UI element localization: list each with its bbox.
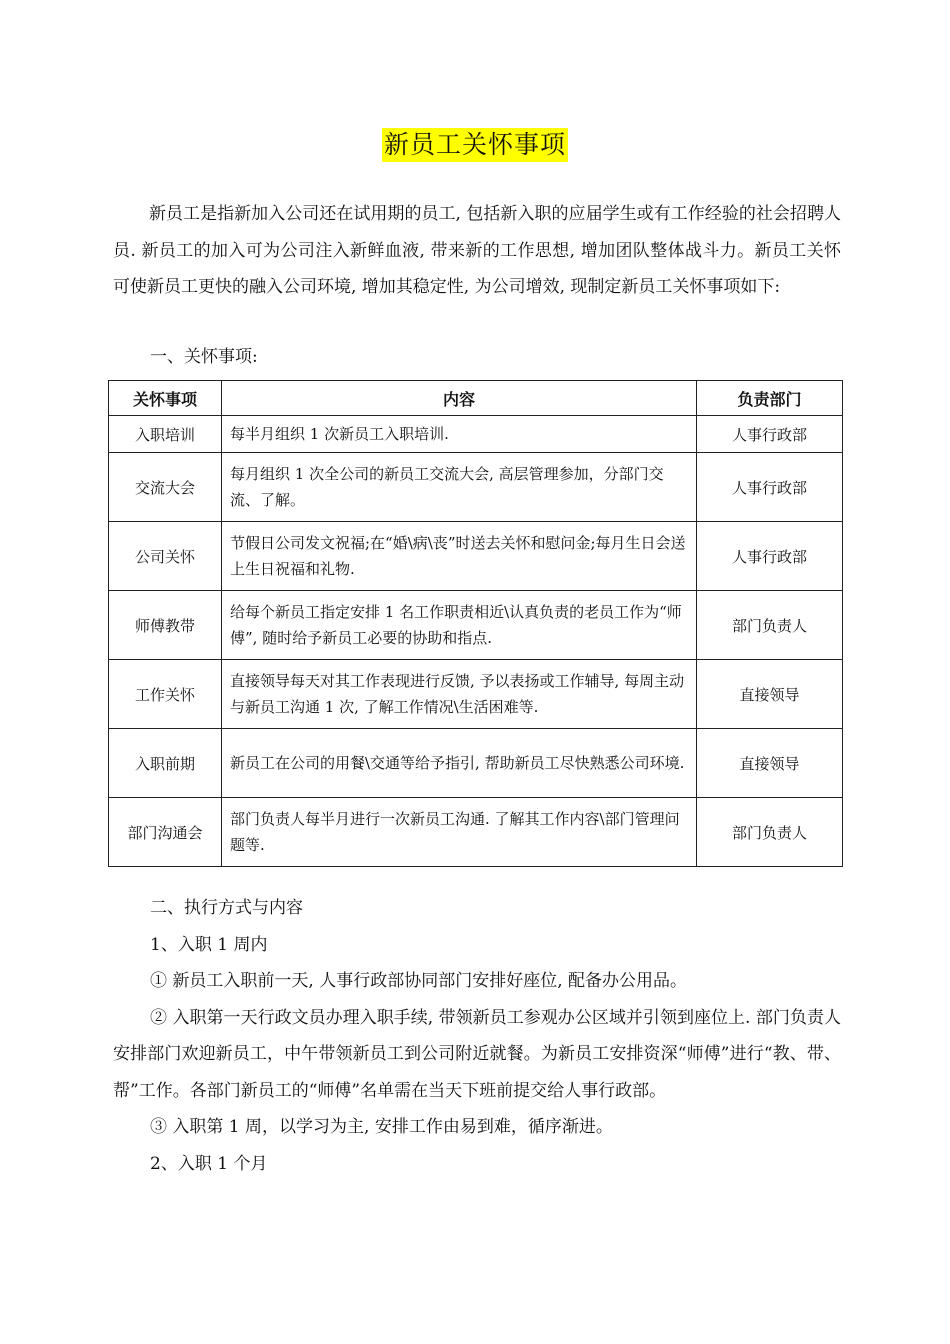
table-row: [109, 729, 843, 798]
title-container: [0, 128, 950, 162]
row-item: 入职培训: [109, 416, 222, 453]
row-dept: 部门负责人: [697, 591, 843, 660]
sub1-heading: 1、入职 1 周内: [150, 934, 268, 955]
row-dept: 直接领导: [697, 660, 843, 729]
intro-paragraph: 新员工是指新加入公司还在试用期的员工, 包括新入职的应届学生或有工作经验的社会招聘人员. 新员工的加入可为公司注入新鲜血液, 带来新的工作思想, 增加团队整体战斗力。新员工关怀可使新员工更快的融入公司环境, 增加其稳定性, 为公司增效, 现制定新员工关怀事项如下:: [113, 204, 841, 297]
row-content: 直接领导每天对其工作表现进行反馈, 予以表扬或工作辅导, 每周主动与新员工沟通 1 次, 了解工作情况\生活困难等.: [222, 660, 697, 729]
row-item: 公司关怀: [109, 522, 222, 591]
document-title: 新员工关怀事项: [382, 128, 568, 162]
header-dept: 负责部门: [697, 381, 843, 416]
table-header-row: [109, 381, 843, 416]
row-item: 入职前期: [109, 729, 222, 798]
sub2-heading: 2、入职 1 个月: [150, 1153, 268, 1174]
row-dept: 人事行政部: [697, 522, 843, 591]
row-item: 交流大会: [109, 453, 222, 522]
row-content: 节假日公司发文祝福;在“婚\病\丧”时送去关怀和慰问金;每月生日会送上生日祝福和礼物.: [222, 522, 697, 591]
row-dept: 人事行政部: [697, 416, 843, 453]
row-content: 新员工在公司的用餐\交通等给予指引, 帮助新员工尽快熟悉公司环境.: [222, 729, 697, 798]
table-row: [109, 453, 843, 522]
row-content: 部门负责人每半月进行一次新员工沟通. 了解其工作内容\部门管理问题等.: [222, 798, 697, 867]
execution-section: [113, 890, 841, 1182]
row-dept: 直接领导: [697, 729, 843, 798]
row-item: 部门沟通会: [109, 798, 222, 867]
table-row: [109, 416, 843, 453]
header-item: 关怀事项: [109, 381, 222, 416]
step-paragraph-3: ③ 入职第 1 周，以学习为主, 安排工作由易到难，循序渐进。: [150, 1117, 613, 1137]
section1-heading: 一、关怀事项:: [150, 347, 258, 367]
row-content: 每半月组织 1 次新员工入职培训.: [222, 416, 697, 453]
row-item: 师傅教带: [109, 591, 222, 660]
header-content: 内容: [222, 381, 697, 416]
table-row: [109, 591, 843, 660]
table-row: [109, 798, 843, 867]
table-row: [109, 660, 843, 729]
row-content: 每月组织 1 次全公司的新员工交流大会, 高层管理参加，分部门交流、了解。: [222, 453, 697, 522]
table-row: [109, 522, 843, 591]
row-dept: 部门负责人: [697, 798, 843, 867]
row-dept: 人事行政部: [697, 453, 843, 522]
row-item: 工作关怀: [109, 660, 222, 729]
section2-heading: 二、执行方式与内容: [150, 898, 303, 918]
step-paragraph-1: ① 新员工入职前一天, 人事行政部协同部门安排好座位, 配备办公用品。: [150, 971, 688, 991]
row-content: 给每个新员工指定安排 1 名工作职责相近\认真负责的老员工作为“师傅”, 随时给予新员工必要的协助和指点.: [222, 591, 697, 660]
step-paragraph-2: ② 入职第一天行政文员办理入职手续, 带领新员工参观办公区域并引领到座位上. 部门负责人安排部门欢迎新员工，中午带领新员工到公司附近就餐。为新员工安排资深“师傅”进行“教、带、帮”工作。各部门新员工的“师傅”名单需在当天下班前提交给人事行政部。: [113, 1007, 841, 1101]
care-items-table: [108, 380, 843, 867]
